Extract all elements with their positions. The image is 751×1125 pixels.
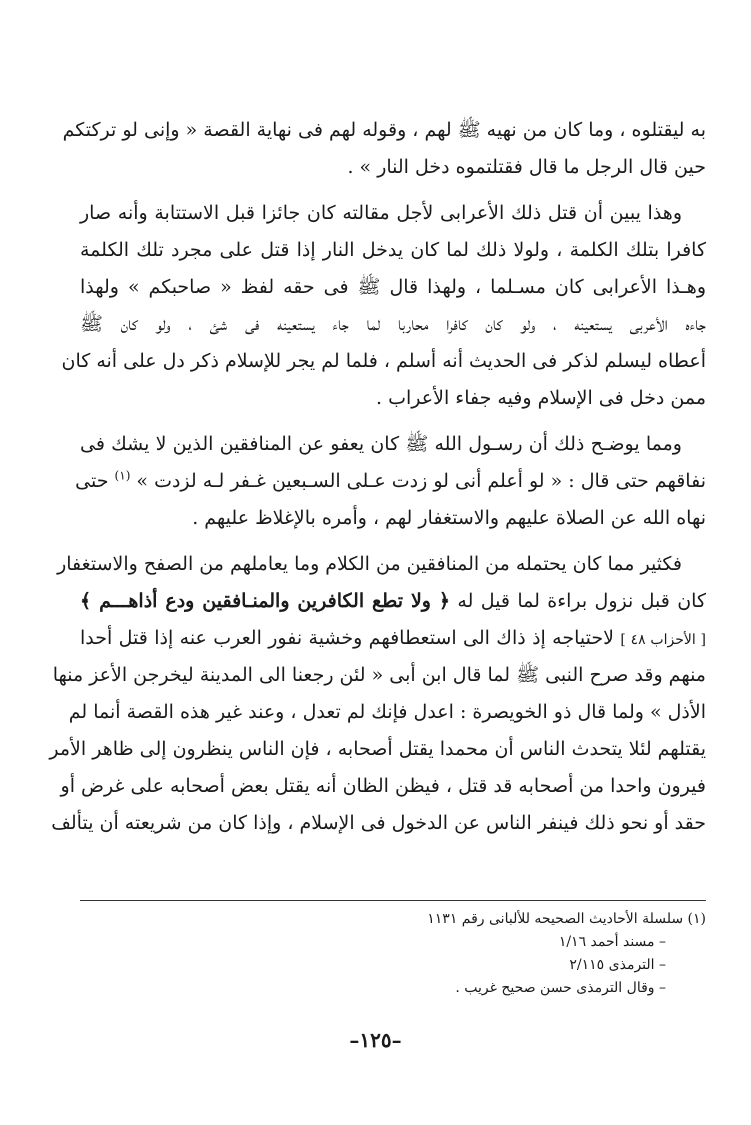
- text-line: ومما يوضـح ذلك أن رسـول الله ﷺ كان يعفو عن المنافقين الذين لا يشك فى: [80, 433, 682, 455]
- quran-verse: ﴿ ولا تطع الكافرين والمنـافقين ودع أذاهـــم ﴾: [80, 590, 451, 612]
- page-number: –١٢٥–: [349, 1028, 402, 1052]
- text-line: به ليقتلوه ، وما كان من نهيه ﷺ لهم ، وقوله لهم فى نهاية القصة « وإنى لو تركتكم: [62, 119, 706, 141]
- footnote-item: (١) سلسلة الأحاديث الصحيحه للألبانى رقم ١١٣١: [427, 911, 706, 927]
- text-line: نهاه الله عن الصلاة عليهم والاستغفار لهم ، وأمره بالإغلاظ عليهم .: [192, 507, 706, 529]
- hadith-quote: نفاقهم حتى قال : « لو أعلم أنى لو زدت عـلى السـبعين غـفر لـه لزدت »: [136, 470, 706, 492]
- text-line: حين قال الرجل ما قال فقتلتموه دخل النار » .: [347, 156, 706, 178]
- text-line: ممن دخل فى الإسلام وفيه جفاء الأعراب .: [376, 387, 706, 409]
- footnote-item: – مسند أحمد ١/١٦: [558, 934, 666, 950]
- verse-reference: [ الأحزاب ٤٨ ]: [620, 632, 706, 648]
- footnote-item: – الترمذى ٢/١١٥: [569, 957, 666, 973]
- main-text: [49, 112, 707, 842]
- text-fragment: لاحتياجه إذ ذاك الى استعطافهم وخشية نفور العرب عنه إذا قتل أحدا: [80, 627, 614, 649]
- text-line: كافرا بتلك الكلمة ، ولولا ذلك لما كان يدخل النار إذا قتل على مجرد تلك الكلمة: [80, 239, 706, 261]
- footnote-item: – وقال الترمذى حسن صحيح غريب .: [455, 980, 666, 996]
- text-line: الأذل » ولما قال ذو الخويصرة : اعدل فإنك لم تعدل ، وعند غير هذه القصة أنما لم: [68, 701, 706, 723]
- text-line: فكثير مما كان يحتمله من المنافقين من الكلام وما يعاملهم من الصفح والاستغفار: [57, 553, 682, 575]
- text-line-with-verse: [80, 583, 706, 620]
- text-line-with-footnote: [75, 463, 706, 500]
- footnote-divider: [80, 900, 706, 901]
- text-line: فيرون واحدا من أصحابه قد قتل ، فيظن الظان أنه يقتل بعض أصحابه على غرض أو: [60, 775, 706, 797]
- text-line: أعطاه ليسلم لذكر فى الحديث أنه أسلم ، فلما لم يجر للإسلام ذكر دل على أنه كان: [61, 350, 706, 372]
- text-fragment: حتى: [75, 470, 109, 492]
- text-line: وهـذا الأعرابى كان مسـلما ، ولهذا قال ﷺ فى حقه لفظ « صاحبكم » ولهذا: [80, 276, 706, 298]
- text-line: حقد أو نحو ذلك فينفر الناس عن الدخول فى الإسلام ، وإذا كان من شريعته أن يتألف: [51, 812, 706, 834]
- footnote-marker: (١): [114, 468, 131, 483]
- text-line: منهم وقد صرح النبى ﷺ لما قال ابن أبى « لئن رجعنا الى المدينة ليخرجن الأعز منها: [52, 664, 706, 686]
- text-fragment: كان قبل نزول براءة لما قيل له: [457, 590, 707, 612]
- text-line: يقتلهم لئلا يتحدث الناس أن محمدا يقتل أصحابه ، فإن الناس ينظرون إلى ظاهر الأمر: [49, 738, 706, 760]
- text-line: جاءه الأعربى يستعينه ، ولو كان كافرا محاربا لما جاء يستعينه فى شئ ، ولو كان ﷺ: [80, 313, 706, 335]
- footnotes: [80, 908, 706, 1000]
- text-line: وهذا يبين أن قتل ذلك الأعرابى لأجل مقالته كان جائزا قبل الاستتابة وأنه صار: [80, 202, 682, 224]
- text-line-with-reference: [80, 620, 706, 657]
